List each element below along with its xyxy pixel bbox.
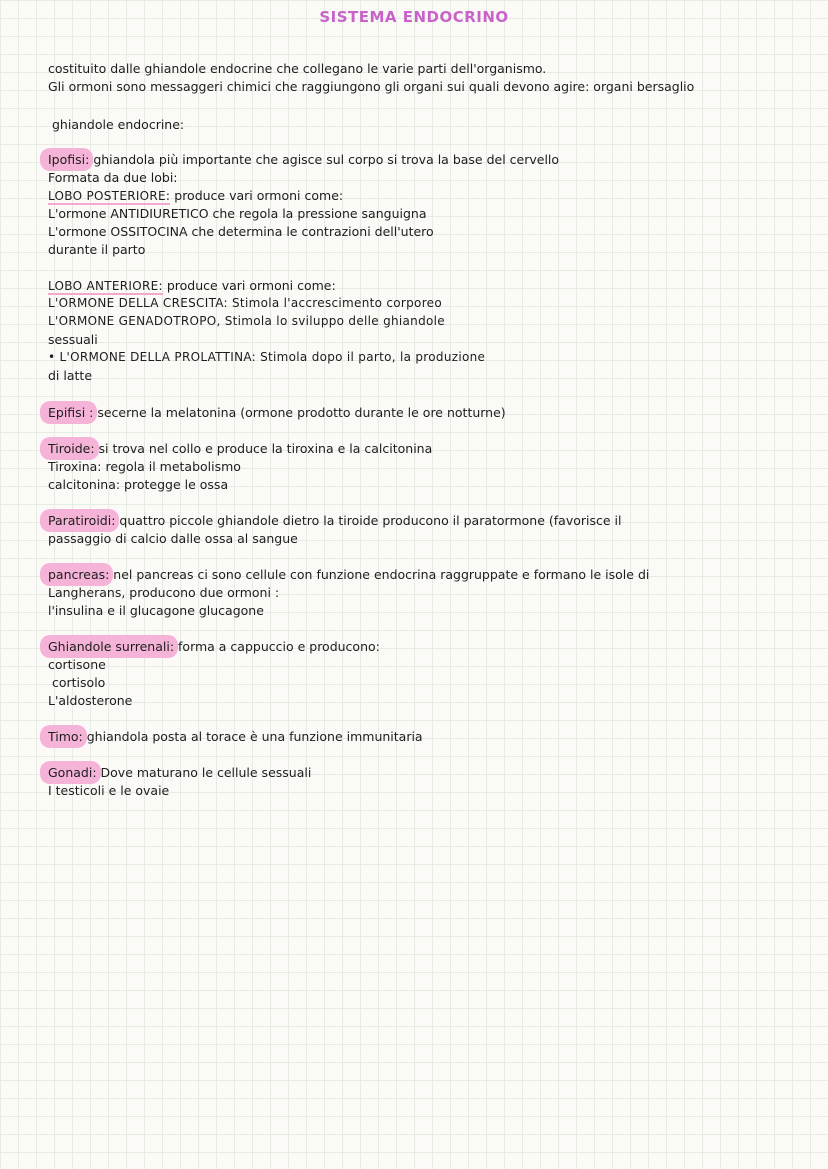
intro-line-1: costituito dalle ghiandole endocrine che collegano le varie parti dell'organismo. [48,61,547,76]
posterior-line [48,187,343,205]
epifisi-line [48,404,506,421]
surrenali-line [48,638,380,655]
tiroide-label: Tiroide: [48,441,95,456]
gonadi-label: Gonadi: [48,765,97,780]
posterior-item: durante il parto [48,242,146,257]
posterior-text: produce vari ormoni come: [170,188,344,203]
gonadi-line [48,764,311,781]
glands-heading: ghiandole endocrine: [52,117,185,132]
pancreas-line-3: l'insulina e il glucagone glucagone [48,603,264,618]
paratiroidi-line-2: passaggio di calcio dalle ossa al sangue [48,531,298,546]
intro-line-2: Gli ormoni sono messaggeri chimici che raggiungono gli organi sui quali devono agire: organi bersaglio [48,79,695,94]
surrenali-label: Ghiandole surrenali: [48,639,175,654]
anterior-item: di latte [48,368,93,383]
posterior-item: L'ormone OSSITOCINA che determina le contrazioni dell'utero [48,224,434,239]
gonadi-text: Dove maturano le cellule sessuali [96,765,312,780]
anterior-item: • L'ORMONE DELLA PROLATTINA: Stimola dopo il parto, la produzione [48,350,486,364]
anterior-item: L'ORMONE DELLA CRESCITA: Stimola l'accrescimento corporeo [48,296,442,310]
timo-text: ghiandola posta al torace è una funzione immunitaria [82,729,423,744]
epifisi-label: Epifisi : [48,405,94,420]
ipofisi-text: ghiandola più importante che agisce sul corpo si trova la base del cervello [89,152,560,167]
surrenali-item: cortisone [48,657,106,672]
pancreas-line [48,566,649,583]
surrenali-item: L'aldosterone [48,693,133,708]
ipofisi-line [48,151,559,168]
tiroide-item: calcitonina: protegge le ossa [48,477,229,492]
gonadi-line-2: I testicoli e le ovaie [48,783,170,798]
timo-label: Timo: [48,729,83,744]
anterior-label: LOBO ANTERIORE: [48,279,163,293]
ipofisi-label: Ipofisi: [48,152,90,167]
pancreas-line-2: Langherans, producono due ormoni : [48,585,280,600]
tiroide-line [48,440,432,457]
posterior-label: LOBO POSTERIORE: [48,189,171,203]
ipofisi-line-2: Formata da due lobi: [48,170,178,185]
epifisi-text: secerne la melatonina (ormone prodotto durante le ore notturne) [93,405,506,420]
paratiroidi-label: Paratiroidi: [48,513,116,528]
surrenali-text: forma a cappuccio e producono: [174,639,380,654]
anterior-text: produce vari ormoni come: [162,278,336,293]
pancreas-text: nel pancreas ci sono cellule con funzione endocrina raggruppate e formano le isole di [109,567,650,582]
timo-line [48,728,423,745]
paratiroidi-line [48,512,621,529]
anterior-line [48,277,336,295]
pancreas-label: pancreas: [48,567,110,582]
posterior-item: L'ormone ANTIDIURETICO che regola la pressione sanguigna [48,206,427,221]
tiroide-text: si trova nel collo e produce la tiroxina e la calcitonina [94,441,433,456]
anterior-item: L'ORMONE GENADOTROPO, Stimola lo sviluppo delle ghiandole [48,314,445,328]
tiroide-item: Tiroxina: regola il metabolismo [48,459,241,474]
paratiroidi-text: quattro piccole ghiandole dietro la tiroide producono il paratormone (favorisce il [115,513,622,528]
anterior-item: sessuali [48,332,98,347]
page-title: SISTEMA ENDOCRINO [319,8,509,26]
surrenali-item: cortisolo [52,675,106,690]
